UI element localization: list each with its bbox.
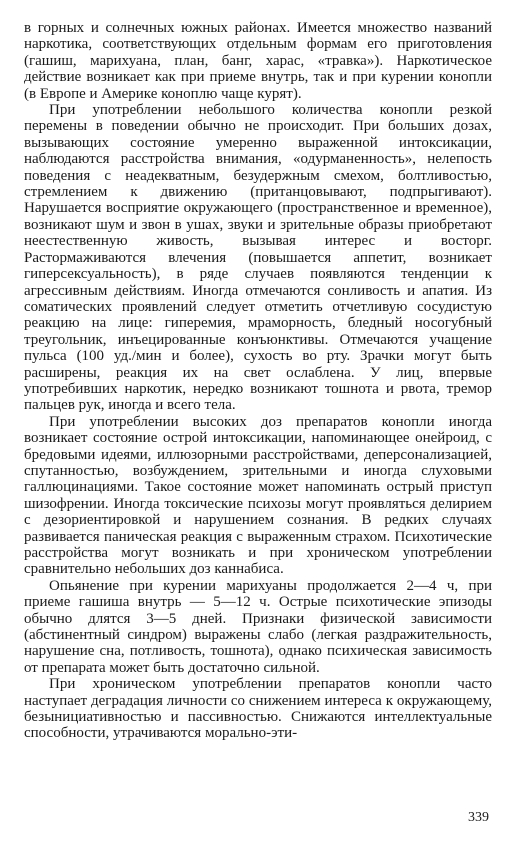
paragraph-5: При хроническом употреблении препаратов конопли часто наступает деградация личности со снижением интереса к окружающему, безынициативностью и пассивностью. Снижаются интеллектуальные способности, утрачиваются морально-эти- [24, 676, 492, 742]
page-body [24, 20, 492, 742]
paragraph-1: в горных и солнечных южных районах. Имеется множество названий наркотика, соответствующих отдельным формам его приготовления (гашиш, марихуана, план, банг, харас, «травка»). Наркотическое действие возникает как при приеме внутрь, так и при курении конопли (в Европе и Америке коноплю чаще курят). [24, 20, 492, 102]
paragraph-4: Опьянение при курении марихуаны продолжается 2—4 ч, при приеме гашиша внутрь — 5—12 ч. Острые психотические эпизоды обычно длятся 3—5 дней. Признаки физической зависимости (абстинентный синдром) выражены слабо (легкая раздражительность, нарушение сна, потливость, тошнота), однако психическая зависимость от препарата может быть достаточно сильной. [24, 577, 492, 676]
paragraph-2: При употреблении небольшого количества конопли резкой перемены в поведении обычно не происходит. При больших дозах, вызывающих состояние умеренно выраженной интоксикации, наблюдаются расстройства внимания, «одурманенность», нелепость поведения с неадекватным, безудержным смехом, болтливостью, стремлением к движению (пританцовывают, подпрыгивают). Нарушается восприятие окружающего (пространственное и временное), возникают шум и звон в ушах, звуки и зрительные образы приобретают неестественную живость, вызывая интерес и восторг. Растормаживаются влечения (повышается аппетит, возникает гиперсексуальность), в ряде случаев появляются тенденции к агрессивным действиям. Иногда отмечаются сонливость и апатия. Из соматических проявлений следует отметить отчетливую сосудистую реакцию на лице: гиперемия, мраморность, бледный носогубный треугольник, инъецированные конъюнктивы. Отмечаются учащение пульса (100 уд./мин и более), сухость во рту. Зрачки могут быть расширены, реакция их на свет ослаблена. У лиц, впервые употребивших наркотик, нередко возникают тошнота и рвота, тремор пальцев рук, иногда и всего тела. [24, 102, 492, 414]
paragraph-3: При употреблении высоких доз препаратов конопли иногда возникает состояние острой интоксикации, напоминающее онейроид, с бредовыми идеями, иллюзорными расстройствами, деперсонализацией, спутанностью, возбуждением, зрительными и иногда слуховыми галлюцинациями. Такое состояние может напоминать острый приступ шизофрении. Иногда токсические психозы могут проявляться делирием с дезориентировкой и нарушением сознания. В редких случаях развивается паническая реакция с выраженным страхом. Психотические расстройства могут возникать и при хроническом употреблении сравнительно небольших доз каннабиса. [24, 413, 492, 578]
page-number: 339 [468, 810, 489, 825]
